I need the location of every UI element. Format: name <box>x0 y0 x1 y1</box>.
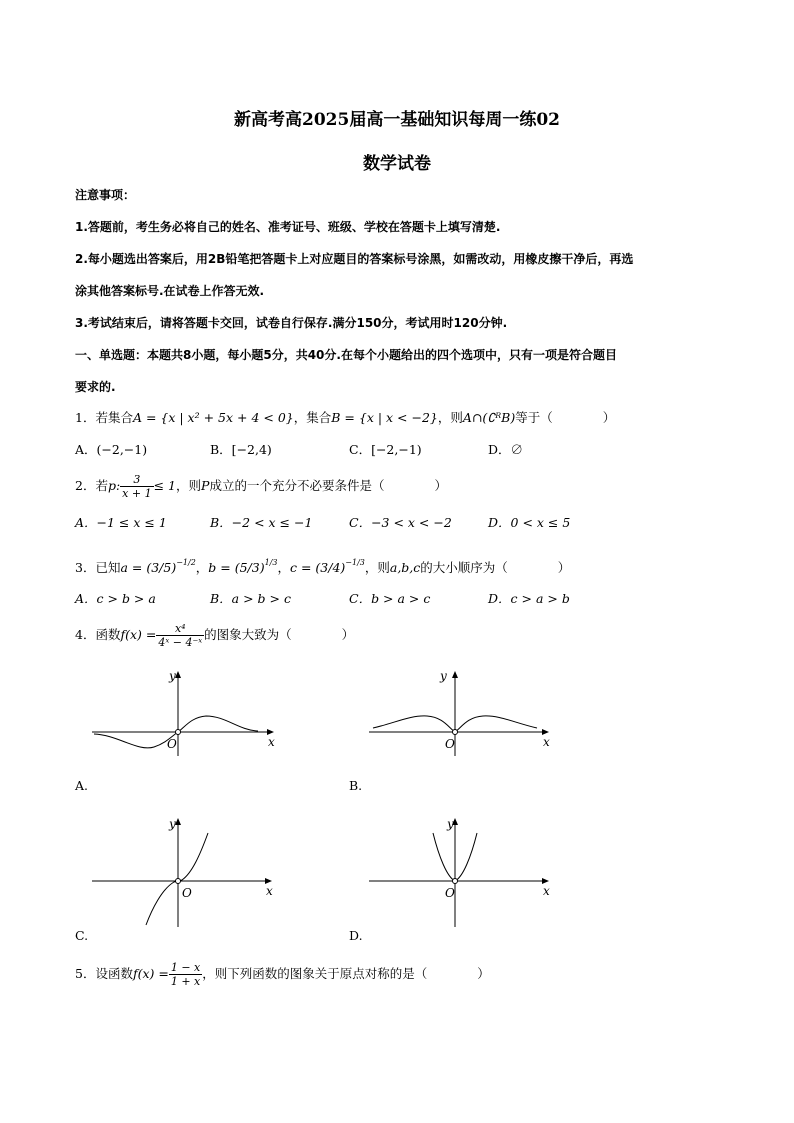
q2-fraction <box>120 473 153 500</box>
q1-expression: A∩(∁ᴿB) <box>462 410 516 425</box>
q3-b-expression: b = (5/3) <box>208 560 265 575</box>
q3-a-exponent: −1/2 <box>176 558 196 567</box>
graph-a-label: A. <box>75 778 89 793</box>
q1-stem-a: 1．若集合 <box>75 410 133 425</box>
graph-a <box>88 668 288 758</box>
question-5-stem <box>75 960 490 988</box>
note-3: 3.考试结束后，请将答题卡交回，试卷自行保存.满分150分，考试用时120分钟. <box>75 316 508 330</box>
q2-stem-b: ，则 <box>176 478 202 493</box>
q2-fraction-numerator: 3 <box>120 473 153 487</box>
q3-b-exponent: 1/3 <box>264 558 278 567</box>
q4-fraction <box>156 622 204 649</box>
q3-option-b: B．a > b > c <box>210 591 291 606</box>
q2-stem-c: 成立的一个充分不必要条件是（ ） <box>209 478 447 493</box>
q2-option-c: C．−3 < x < −2 <box>349 515 452 530</box>
question-4-stem <box>75 621 354 649</box>
q5-fraction-numerator: 1 − x <box>170 961 201 974</box>
q3-stem-b: ，则 <box>364 560 390 575</box>
q4-stem-a: 4．函数 <box>75 627 121 642</box>
section-heading-line-1: 一、单选题：本题共8小题，每小题5分，共40分.在每个小题给出的四个选项中，只有一项是符合题目 <box>75 348 617 362</box>
graph-d-x-label: x <box>543 884 550 898</box>
q3-c-expression: c = (3/4) <box>289 560 346 575</box>
graph-a-y-label: y <box>169 669 176 683</box>
note-2-line-1: 2.每小题选出答案后，用2B铅笔把答题卡上对应题目的答案标号涂黑，如需改动，用橡皮擦干净后，再选 <box>75 252 634 266</box>
graph-b-origin: O <box>445 737 455 751</box>
graph-b-label: B. <box>349 778 363 793</box>
q2-inequality: ≤ 1 <box>153 478 176 493</box>
q1-stem-c: ，则 <box>437 410 463 425</box>
q4-function-name: f(x) = <box>120 627 157 642</box>
notes-heading: 注意事项： <box>75 188 136 202</box>
q1-option-b: B．[−2,4) <box>210 442 272 457</box>
q2-option-a: A．−1 ≤ x ≤ 1 <box>75 515 167 530</box>
graph-c-y-label: y <box>169 817 176 831</box>
exam-subtitle: 数学试卷 <box>363 154 431 174</box>
graph-b-y-label: y <box>440 669 447 683</box>
q1-option-a: A．(−2,−1) <box>75 442 148 457</box>
q1-stem-d: 等于（ ） <box>515 410 616 425</box>
q4-fraction-numerator: x⁴ <box>156 622 204 636</box>
q2-option-d: D．0 < x ≤ 5 <box>488 515 571 530</box>
graph-a-x-label: x <box>268 735 275 749</box>
question-1-stem <box>75 410 615 426</box>
q5-stem-a: 5．设函数 <box>75 966 133 981</box>
graph-b-x-label: x <box>543 735 550 749</box>
q3-stem-a: 3．已知 <box>75 560 121 575</box>
q3-stem-c: 的大小顺序为（ ） <box>420 560 571 575</box>
graph-c-label: C. <box>75 928 89 943</box>
q1-set-a: A = {x | x² + 5x + 4 < 0} <box>132 410 294 425</box>
q5-stem-b: ，则下列函数的图象关于原点对称的是（ ） <box>202 966 490 981</box>
q1-stem-b: ，集合 <box>293 410 332 425</box>
q3-option-d: D．c > a > b <box>488 591 570 606</box>
graph-c <box>88 815 288 930</box>
question-2-stem <box>75 472 447 500</box>
q3-c-exponent: −1/3 <box>345 558 365 567</box>
q2-option-b: B．−2 < x ≤ −1 <box>210 515 313 530</box>
q4-stem-b: 的图象大致为（ ） <box>204 627 355 642</box>
graph-c-origin: O <box>182 886 192 900</box>
graph-c-x-label: x <box>266 884 273 898</box>
graph-d-label: D. <box>349 928 363 943</box>
question-3-stem: 3．已知$a = (3/5)^{-1/2}$，$b = (5/3)^{1/3}$，$c = (3/4)^{-1/3}$，则a,b,c的大小顺序为（ ） <box>75 558 571 575</box>
q3-option-c: C．b > a > c <box>349 591 431 606</box>
q3-a-expression: a = (3/5) <box>120 560 177 575</box>
q5-fraction <box>169 961 202 988</box>
exam-title: 新高考高2025届高一基础知识每周一练02 <box>234 110 560 130</box>
q2-p-variable: P <box>201 478 210 493</box>
graph-d-origin: O <box>445 886 455 900</box>
graph-d <box>365 815 565 930</box>
graph-d-y-label: y <box>447 817 454 831</box>
q2-p-label: p: <box>107 478 121 493</box>
q3-variables: a,b,c <box>389 560 421 575</box>
note-1: 1.答题前，考生务必将自己的姓名、准考证号、班级、学校在答题卡上填写清楚. <box>75 220 501 234</box>
q2-stem-a: 2．若 <box>75 478 108 493</box>
graph-b <box>365 668 565 758</box>
q1-option-d: D．∅ <box>488 442 524 457</box>
q1-option-c: C．[−2,−1) <box>349 442 422 457</box>
note-2-line-2: 涂其他答案标号.在试卷上作答无效. <box>75 284 265 298</box>
q1-set-b: B = {x | x < −2} <box>331 410 438 425</box>
q3-option-a: A．c > b > a <box>75 591 156 606</box>
q4-fraction-denominator: 4ˣ − 4⁻ˣ <box>158 636 203 649</box>
q2-fraction-denominator: x + 1 <box>122 487 152 500</box>
section-heading-line-2: 要求的. <box>75 380 116 394</box>
q5-fraction-denominator: 1 + x <box>170 975 201 988</box>
q5-function-name: f(x) = <box>132 966 169 981</box>
graph-a-origin: O <box>167 737 177 751</box>
